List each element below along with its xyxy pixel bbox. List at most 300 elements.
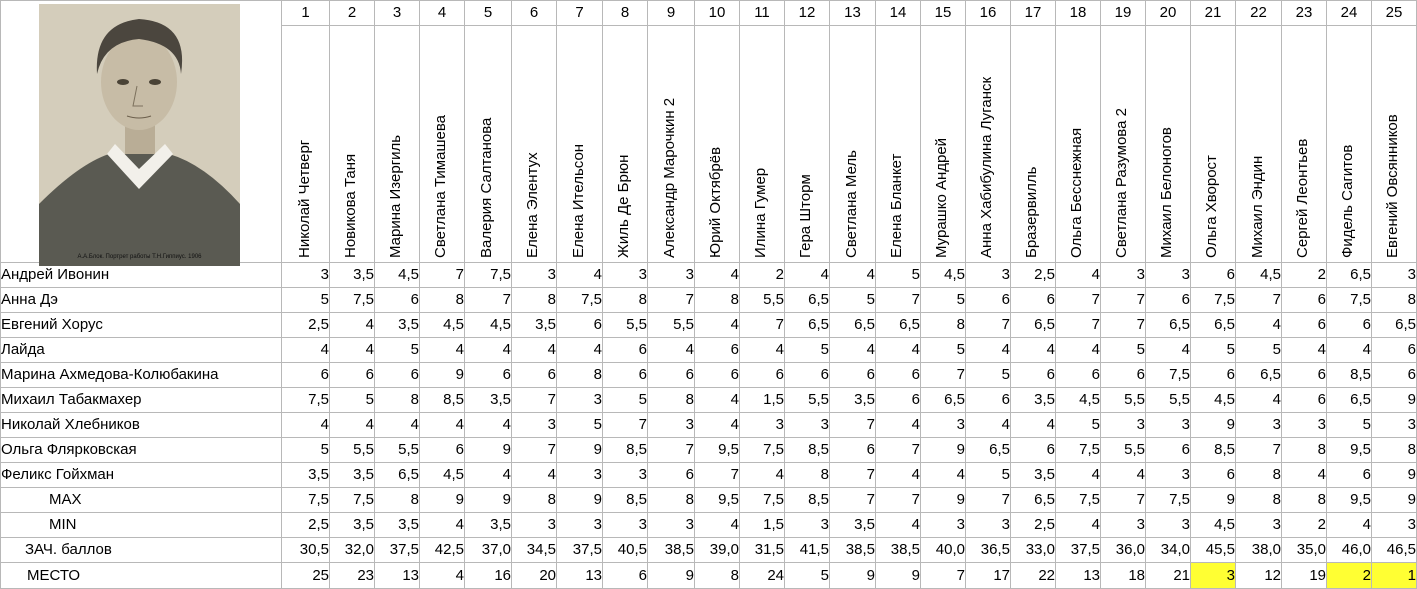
summary-cell[interactable]: 13 (1056, 563, 1101, 589)
score-cell[interactable]: 3 (1372, 413, 1417, 438)
score-cell[interactable]: 6 (1191, 363, 1236, 388)
score-cell[interactable]: 8 (695, 288, 740, 313)
summary-cell[interactable]: 46,0 (1327, 538, 1372, 563)
score-cell[interactable]: 3,5 (375, 313, 420, 338)
score-cell[interactable]: 7 (1236, 288, 1282, 313)
score-cell[interactable]: 4 (695, 388, 740, 413)
score-cell[interactable]: 6,5 (1372, 313, 1417, 338)
summary-cell[interactable]: 8 (1282, 488, 1327, 513)
summary-cell[interactable]: 42,5 (420, 538, 465, 563)
score-cell[interactable]: 4 (1056, 338, 1101, 363)
score-cell[interactable]: 4 (648, 338, 695, 363)
summary-cell[interactable]: 40,0 (921, 538, 966, 563)
score-cell[interactable]: 6,5 (1146, 313, 1191, 338)
summary-cell[interactable]: 13 (557, 563, 603, 589)
score-cell[interactable]: 6 (1101, 363, 1146, 388)
score-cell[interactable]: 3,5 (465, 388, 512, 413)
score-cell[interactable]: 7,5 (282, 388, 330, 413)
score-cell[interactable]: 3 (740, 413, 785, 438)
score-cell[interactable]: 6 (1282, 313, 1327, 338)
summary-cell[interactable]: 45,5 (1191, 538, 1236, 563)
score-cell[interactable]: 6 (740, 363, 785, 388)
score-cell[interactable]: 4 (695, 313, 740, 338)
score-cell[interactable]: 6 (1191, 463, 1236, 488)
score-cell[interactable]: 6 (1146, 288, 1191, 313)
score-cell[interactable]: 4 (740, 463, 785, 488)
score-cell[interactable]: 4 (330, 313, 375, 338)
summary-cell[interactable]: 36,5 (966, 538, 1011, 563)
score-cell[interactable]: 7 (648, 288, 695, 313)
score-cell[interactable]: 2,5 (1011, 263, 1056, 288)
score-cell[interactable]: 5 (1101, 338, 1146, 363)
score-cell[interactable]: 3 (603, 263, 648, 288)
score-cell[interactable]: 6 (648, 463, 695, 488)
score-cell[interactable]: 6 (1282, 363, 1327, 388)
score-cell[interactable]: 6 (1327, 313, 1372, 338)
score-cell[interactable]: 8 (603, 288, 648, 313)
score-cell[interactable]: 4 (420, 413, 465, 438)
score-cell[interactable]: 7,5 (1056, 438, 1101, 463)
summary-cell[interactable]: 2 (1327, 563, 1372, 589)
summary-cell[interactable]: 9 (465, 488, 512, 513)
score-cell[interactable]: 9 (1372, 388, 1417, 413)
score-cell[interactable]: 8,5 (420, 388, 465, 413)
score-cell[interactable]: 4 (876, 413, 921, 438)
score-cell[interactable]: 3 (966, 263, 1011, 288)
score-cell[interactable]: 4 (921, 463, 966, 488)
summary-cell[interactable]: 31,5 (740, 538, 785, 563)
summary-cell[interactable]: 7,5 (330, 488, 375, 513)
score-cell[interactable]: 4 (1327, 338, 1372, 363)
score-cell[interactable]: 3 (1101, 263, 1146, 288)
score-cell[interactable]: 5 (876, 263, 921, 288)
score-cell[interactable]: 6 (557, 313, 603, 338)
summary-cell[interactable]: 3,5 (330, 513, 375, 538)
summary-cell[interactable]: 9,5 (1327, 488, 1372, 513)
summary-cell[interactable]: 3 (512, 513, 557, 538)
score-cell[interactable]: 4 (740, 338, 785, 363)
summary-cell[interactable]: 9 (876, 563, 921, 589)
score-cell[interactable]: 8,5 (1191, 438, 1236, 463)
summary-cell[interactable]: 21 (1146, 563, 1191, 589)
score-cell[interactable]: 4,5 (375, 263, 420, 288)
score-cell[interactable]: 4,5 (1191, 388, 1236, 413)
score-cell[interactable]: 3 (648, 413, 695, 438)
score-cell[interactable]: 7 (1056, 313, 1101, 338)
score-cell[interactable]: 5 (966, 463, 1011, 488)
score-cell[interactable]: 4,5 (921, 263, 966, 288)
score-cell[interactable]: 6 (1372, 363, 1417, 388)
summary-cell[interactable]: 19 (1282, 563, 1327, 589)
score-cell[interactable]: 4 (282, 413, 330, 438)
score-cell[interactable]: 4,5 (1236, 263, 1282, 288)
summary-cell[interactable]: 3 (1372, 513, 1417, 538)
summary-cell[interactable]: 4,5 (1191, 513, 1236, 538)
score-cell[interactable]: 8 (1372, 438, 1417, 463)
score-cell[interactable]: 3 (648, 263, 695, 288)
score-cell[interactable]: 6 (1191, 263, 1236, 288)
score-cell[interactable]: 3 (921, 413, 966, 438)
score-cell[interactable]: 3 (1146, 463, 1191, 488)
score-cell[interactable]: 6 (375, 363, 420, 388)
score-cell[interactable]: 3,5 (330, 463, 375, 488)
summary-cell[interactable]: 7,5 (282, 488, 330, 513)
score-cell[interactable]: 6 (830, 438, 876, 463)
summary-cell[interactable]: 6,5 (1011, 488, 1056, 513)
score-cell[interactable]: 6,5 (375, 463, 420, 488)
summary-cell[interactable]: 3 (966, 513, 1011, 538)
score-cell[interactable]: 4 (1282, 463, 1327, 488)
summary-cell[interactable]: 9 (921, 488, 966, 513)
score-cell[interactable]: 9,5 (695, 438, 740, 463)
score-cell[interactable]: 7 (966, 313, 1011, 338)
score-cell[interactable]: 7,5 (1146, 363, 1191, 388)
summary-cell[interactable]: 6 (603, 563, 648, 589)
summary-cell[interactable]: 7 (876, 488, 921, 513)
summary-cell[interactable]: 18 (1101, 563, 1146, 589)
summary-cell[interactable]: 3,5 (830, 513, 876, 538)
summary-cell[interactable]: 38,5 (830, 538, 876, 563)
score-cell[interactable]: 7,5 (740, 438, 785, 463)
score-cell[interactable]: 7,5 (557, 288, 603, 313)
summary-cell[interactable]: 24 (740, 563, 785, 589)
summary-cell[interactable]: 3 (1146, 513, 1191, 538)
score-cell[interactable]: 5 (785, 338, 830, 363)
summary-cell[interactable]: 7 (1101, 488, 1146, 513)
score-cell[interactable]: 7 (921, 363, 966, 388)
summary-cell[interactable]: 9 (1372, 488, 1417, 513)
summary-cell[interactable]: 34,5 (512, 538, 557, 563)
score-cell[interactable]: 6 (785, 363, 830, 388)
summary-cell[interactable]: 37,5 (557, 538, 603, 563)
score-cell[interactable]: 4 (1236, 388, 1282, 413)
score-cell[interactable]: 8,5 (603, 438, 648, 463)
score-cell[interactable]: 7 (876, 438, 921, 463)
score-cell[interactable]: 5 (1191, 338, 1236, 363)
score-cell[interactable]: 7 (512, 388, 557, 413)
score-cell[interactable]: 3 (512, 413, 557, 438)
score-cell[interactable]: 4 (695, 263, 740, 288)
score-cell[interactable]: 4 (557, 338, 603, 363)
score-cell[interactable]: 5 (921, 288, 966, 313)
summary-cell[interactable]: 2,5 (1011, 513, 1056, 538)
score-cell[interactable]: 4 (330, 413, 375, 438)
score-cell[interactable]: 6,5 (830, 313, 876, 338)
score-cell[interactable]: 6,5 (966, 438, 1011, 463)
score-cell[interactable]: 6 (1327, 463, 1372, 488)
score-cell[interactable]: 8 (785, 463, 830, 488)
score-cell[interactable]: 9 (1191, 413, 1236, 438)
score-cell[interactable]: 7 (512, 438, 557, 463)
score-cell[interactable]: 9 (465, 438, 512, 463)
summary-cell[interactable]: 32,0 (330, 538, 375, 563)
score-cell[interactable]: 8 (420, 288, 465, 313)
score-cell[interactable]: 5,5 (648, 313, 695, 338)
summary-cell[interactable]: 37,5 (375, 538, 420, 563)
score-cell[interactable]: 5 (1236, 338, 1282, 363)
summary-cell[interactable]: 3 (921, 513, 966, 538)
score-cell[interactable]: 7 (1056, 288, 1101, 313)
summary-cell[interactable]: 41,5 (785, 538, 830, 563)
score-cell[interactable]: 8,5 (1327, 363, 1372, 388)
score-cell[interactable]: 6,5 (921, 388, 966, 413)
summary-cell[interactable]: 8,5 (603, 488, 648, 513)
score-cell[interactable]: 3,5 (512, 313, 557, 338)
score-cell[interactable]: 2 (740, 263, 785, 288)
summary-cell[interactable]: 7 (830, 488, 876, 513)
score-cell[interactable]: 6,5 (785, 288, 830, 313)
summary-cell[interactable]: 4 (695, 513, 740, 538)
summary-cell[interactable]: 36,0 (1101, 538, 1146, 563)
summary-cell[interactable]: 7,5 (1056, 488, 1101, 513)
score-cell[interactable]: 7 (830, 413, 876, 438)
score-cell[interactable]: 4 (465, 338, 512, 363)
score-cell[interactable]: 4 (966, 413, 1011, 438)
score-cell[interactable]: 4 (465, 463, 512, 488)
score-cell[interactable]: 8,5 (785, 438, 830, 463)
summary-cell[interactable]: 4 (876, 513, 921, 538)
score-cell[interactable]: 3 (557, 388, 603, 413)
score-cell[interactable]: 6,5 (1327, 388, 1372, 413)
score-cell[interactable]: 4 (830, 263, 876, 288)
summary-cell[interactable]: 4 (1056, 513, 1101, 538)
score-cell[interactable]: 3,5 (1011, 388, 1056, 413)
score-cell[interactable]: 4 (876, 463, 921, 488)
score-cell[interactable]: 6 (1011, 288, 1056, 313)
score-cell[interactable]: 7,5 (1191, 288, 1236, 313)
score-cell[interactable]: 4 (375, 413, 420, 438)
score-cell[interactable]: 6,5 (1327, 263, 1372, 288)
score-cell[interactable]: 8 (921, 313, 966, 338)
summary-cell[interactable]: 23 (330, 563, 375, 589)
summary-cell[interactable]: 7 (921, 563, 966, 589)
summary-cell[interactable]: 46,5 (1372, 538, 1417, 563)
summary-cell[interactable]: 13 (375, 563, 420, 589)
summary-cell[interactable]: 22 (1011, 563, 1056, 589)
summary-cell[interactable]: 8 (648, 488, 695, 513)
score-cell[interactable]: 8 (648, 388, 695, 413)
score-cell[interactable]: 7 (695, 463, 740, 488)
score-cell[interactable]: 9 (557, 438, 603, 463)
score-cell[interactable]: 2,5 (282, 313, 330, 338)
score-cell[interactable]: 5 (603, 388, 648, 413)
score-cell[interactable]: 6 (330, 363, 375, 388)
summary-cell[interactable]: 16 (465, 563, 512, 589)
score-cell[interactable]: 6 (876, 388, 921, 413)
score-cell[interactable]: 3 (603, 463, 648, 488)
score-cell[interactable]: 4 (695, 413, 740, 438)
score-cell[interactable]: 5,5 (1101, 388, 1146, 413)
score-cell[interactable]: 5 (282, 288, 330, 313)
summary-cell[interactable]: 7,5 (1146, 488, 1191, 513)
summary-cell[interactable]: 38,0 (1236, 538, 1282, 563)
score-cell[interactable]: 6 (1282, 288, 1327, 313)
score-cell[interactable]: 4,5 (1056, 388, 1101, 413)
score-cell[interactable]: 5,5 (375, 438, 420, 463)
score-cell[interactable]: 5 (282, 438, 330, 463)
summary-cell[interactable]: 3 (785, 513, 830, 538)
score-cell[interactable]: 7 (648, 438, 695, 463)
summary-cell[interactable]: 3,5 (465, 513, 512, 538)
score-cell[interactable]: 4 (1011, 338, 1056, 363)
score-cell[interactable]: 4 (966, 338, 1011, 363)
score-cell[interactable]: 9 (921, 438, 966, 463)
score-cell[interactable]: 4 (1282, 338, 1327, 363)
score-cell[interactable]: 4,5 (465, 313, 512, 338)
score-cell[interactable]: 5 (921, 338, 966, 363)
score-cell[interactable]: 7 (1236, 438, 1282, 463)
score-cell[interactable]: 5 (966, 363, 1011, 388)
summary-cell[interactable]: 3 (648, 513, 695, 538)
score-cell[interactable]: 4 (1056, 463, 1101, 488)
score-cell[interactable]: 3 (282, 263, 330, 288)
score-cell[interactable]: 4 (1101, 463, 1146, 488)
summary-cell[interactable]: 9,5 (695, 488, 740, 513)
score-cell[interactable]: 4 (1011, 413, 1056, 438)
score-cell[interactable]: 6 (695, 363, 740, 388)
score-cell[interactable]: 8 (1236, 463, 1282, 488)
score-cell[interactable]: 4 (1146, 338, 1191, 363)
summary-cell[interactable]: 37,0 (465, 538, 512, 563)
summary-cell[interactable]: 39,0 (695, 538, 740, 563)
summary-cell[interactable]: 20 (512, 563, 557, 589)
summary-cell[interactable]: 4 (1327, 513, 1372, 538)
summary-cell[interactable]: 17 (966, 563, 1011, 589)
summary-cell[interactable]: 2,5 (282, 513, 330, 538)
score-cell[interactable]: 4 (420, 338, 465, 363)
score-cell[interactable]: 6 (603, 363, 648, 388)
score-cell[interactable]: 6 (420, 438, 465, 463)
summary-cell[interactable]: 7,5 (740, 488, 785, 513)
score-cell[interactable]: 7 (1101, 288, 1146, 313)
summary-cell[interactable]: 3,5 (375, 513, 420, 538)
score-cell[interactable]: 8 (1372, 288, 1417, 313)
score-cell[interactable]: 6 (1372, 338, 1417, 363)
summary-cell[interactable]: 9 (648, 563, 695, 589)
summary-cell[interactable]: 38,5 (648, 538, 695, 563)
score-cell[interactable]: 5,5 (740, 288, 785, 313)
summary-cell[interactable]: 37,5 (1056, 538, 1101, 563)
score-cell[interactable]: 6 (1146, 438, 1191, 463)
summary-cell[interactable]: 4 (420, 563, 465, 589)
summary-cell[interactable]: 3 (1191, 563, 1236, 589)
score-cell[interactable]: 6 (830, 363, 876, 388)
score-cell[interactable]: 6 (1056, 363, 1101, 388)
score-cell[interactable]: 6,5 (1236, 363, 1282, 388)
summary-cell[interactable]: 8,5 (785, 488, 830, 513)
summary-cell[interactable]: 3 (557, 513, 603, 538)
summary-cell[interactable]: 1 (1372, 563, 1417, 589)
summary-cell[interactable]: 25 (282, 563, 330, 589)
score-cell[interactable]: 3,5 (282, 463, 330, 488)
score-cell[interactable]: 3,5 (330, 263, 375, 288)
score-cell[interactable]: 8 (1282, 438, 1327, 463)
score-cell[interactable]: 7,5 (1327, 288, 1372, 313)
score-cell[interactable]: 9 (420, 363, 465, 388)
score-cell[interactable]: 7,5 (465, 263, 512, 288)
summary-cell[interactable]: 8 (1236, 488, 1282, 513)
score-cell[interactable]: 4 (557, 263, 603, 288)
summary-cell[interactable]: 7 (966, 488, 1011, 513)
score-cell[interactable]: 5 (1327, 413, 1372, 438)
score-cell[interactable]: 5,5 (785, 388, 830, 413)
summary-cell[interactable]: 9 (830, 563, 876, 589)
summary-cell[interactable]: 8 (512, 488, 557, 513)
summary-cell[interactable]: 9 (557, 488, 603, 513)
score-cell[interactable]: 5 (330, 388, 375, 413)
score-cell[interactable]: 3 (1146, 413, 1191, 438)
summary-cell[interactable]: 12 (1236, 563, 1282, 589)
score-cell[interactable]: 6 (465, 363, 512, 388)
score-cell[interactable]: 3,5 (830, 388, 876, 413)
score-cell[interactable]: 8 (512, 288, 557, 313)
summary-cell[interactable]: 2 (1282, 513, 1327, 538)
summary-cell[interactable]: 38,5 (876, 538, 921, 563)
score-cell[interactable]: 4 (330, 338, 375, 363)
score-cell[interactable]: 3 (512, 263, 557, 288)
score-cell[interactable]: 5,5 (1101, 438, 1146, 463)
score-cell[interactable]: 6 (1011, 438, 1056, 463)
summary-cell[interactable]: 33,0 (1011, 538, 1056, 563)
score-cell[interactable]: 6 (966, 288, 1011, 313)
score-cell[interactable]: 4,5 (420, 463, 465, 488)
score-cell[interactable]: 5,5 (1146, 388, 1191, 413)
score-cell[interactable]: 5,5 (330, 438, 375, 463)
score-cell[interactable]: 3 (1146, 263, 1191, 288)
score-cell[interactable]: 6,5 (1011, 313, 1056, 338)
score-cell[interactable]: 6 (695, 338, 740, 363)
score-cell[interactable]: 4 (282, 338, 330, 363)
summary-cell[interactable]: 4 (420, 513, 465, 538)
score-cell[interactable]: 7 (876, 288, 921, 313)
score-cell[interactable]: 3 (1282, 413, 1327, 438)
score-cell[interactable]: 8 (375, 388, 420, 413)
score-cell[interactable]: 4 (830, 338, 876, 363)
score-cell[interactable]: 7 (740, 313, 785, 338)
score-cell[interactable]: 6 (375, 288, 420, 313)
summary-cell[interactable]: 1,5 (740, 513, 785, 538)
summary-cell[interactable]: 9 (420, 488, 465, 513)
summary-cell[interactable]: 35,0 (1282, 538, 1327, 563)
score-cell[interactable]: 6 (512, 363, 557, 388)
score-cell[interactable]: 6,5 (785, 313, 830, 338)
score-cell[interactable]: 5,5 (603, 313, 648, 338)
score-cell[interactable]: 7 (465, 288, 512, 313)
score-cell[interactable]: 4,5 (420, 313, 465, 338)
score-cell[interactable]: 6 (1011, 363, 1056, 388)
score-cell[interactable]: 4 (785, 263, 830, 288)
summary-cell[interactable]: 34,0 (1146, 538, 1191, 563)
score-cell[interactable]: 6 (1282, 388, 1327, 413)
summary-cell[interactable]: 8 (375, 488, 420, 513)
score-cell[interactable]: 6 (282, 363, 330, 388)
summary-cell[interactable]: 3 (1101, 513, 1146, 538)
score-cell[interactable]: 4 (876, 338, 921, 363)
score-cell[interactable]: 3 (557, 463, 603, 488)
score-cell[interactable]: 5 (1056, 413, 1101, 438)
score-cell[interactable]: 3,5 (1011, 463, 1056, 488)
score-cell[interactable]: 5 (557, 413, 603, 438)
score-cell[interactable]: 3 (1372, 263, 1417, 288)
summary-cell[interactable]: 5 (785, 563, 830, 589)
score-cell[interactable]: 4 (1236, 313, 1282, 338)
score-cell[interactable]: 6,5 (1191, 313, 1236, 338)
score-cell[interactable]: 5 (375, 338, 420, 363)
score-cell[interactable]: 4 (512, 338, 557, 363)
summary-cell[interactable]: 9 (1191, 488, 1236, 513)
score-cell[interactable]: 7 (830, 463, 876, 488)
score-cell[interactable]: 2 (1282, 263, 1327, 288)
